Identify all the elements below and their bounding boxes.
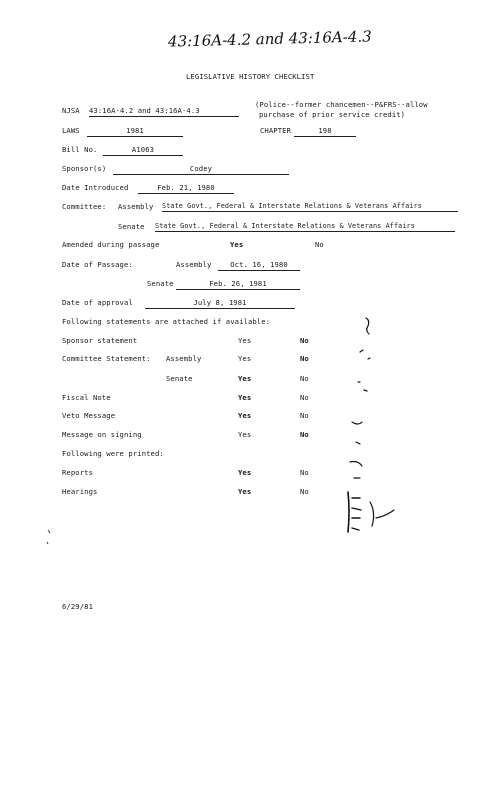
row-no: No xyxy=(300,336,309,345)
passage-label: Date of Passage: xyxy=(62,260,133,269)
chapter-label: CHAPTER xyxy=(260,126,291,135)
approval-value: July 8, 1981 xyxy=(145,298,295,309)
handwritten-margin-annotation xyxy=(330,312,400,552)
bill-value: A1063 xyxy=(103,145,183,156)
printed-row-no: No xyxy=(300,487,309,496)
page-title: LEGISLATIVE HISTORY CHECKLIST xyxy=(186,72,315,81)
printed-row-yes: Yes xyxy=(238,468,252,477)
row-sub-label: Senate xyxy=(166,374,193,383)
attached-heading: Following statements are attached if available: xyxy=(62,317,271,326)
row-label: Message on signing xyxy=(62,430,142,439)
row-label: Committee Statement: xyxy=(62,354,151,363)
row-sub-label: Assembly xyxy=(166,354,202,363)
row-yes: Yes xyxy=(238,374,252,383)
chapter-value: 198 xyxy=(294,126,356,137)
footer-date: 6/29/81 xyxy=(62,602,93,611)
committee-assembly-label: Assembly xyxy=(118,202,154,211)
printed-row-label: Hearings xyxy=(62,487,98,496)
row-no: No xyxy=(300,393,309,402)
passage-assembly-label: Assembly xyxy=(176,260,212,269)
njsa-note-line2: purchase of prior service credit) xyxy=(259,110,406,119)
amended-no: No xyxy=(315,240,324,249)
amended-yes: Yes xyxy=(230,240,244,249)
printed-heading: Following were printed: xyxy=(62,449,164,458)
row-label: Fiscal Note xyxy=(62,393,111,402)
approval-label: Date of approval xyxy=(62,298,133,307)
printed-row-yes: Yes xyxy=(238,487,252,496)
committee-label: Committee: xyxy=(62,202,107,211)
laws-value: 1981 xyxy=(87,126,183,137)
sponsor-label: Sponsor(s) xyxy=(62,164,107,173)
committee-assembly-value: State Govt., Federal & Interstate Relations & Veterans Affairs xyxy=(162,202,458,212)
row-no: No xyxy=(300,430,309,439)
passage-senate-label: Senate xyxy=(147,279,174,288)
row-yes: Yes xyxy=(238,336,252,345)
njsa-note-line1: (Police--former chancemen--P&FRS--allow xyxy=(255,100,428,109)
row-label: Veto Message xyxy=(62,411,116,420)
printed-row-no: No xyxy=(300,468,309,477)
laws-label: LAWS xyxy=(62,126,80,135)
row-yes: Yes xyxy=(238,354,252,363)
sponsor-value: Codey xyxy=(113,164,289,175)
njsa-value: 43:16A-4.2 and 43:16A-4.3 xyxy=(89,106,239,117)
row-no: No xyxy=(300,374,309,383)
committee-senate-value: State Govt., Federal & Interstate Relations & Veterans Affairs xyxy=(155,222,455,232)
stray-marks xyxy=(44,528,60,548)
passage-assembly-value: Oct. 16, 1980 xyxy=(218,260,300,271)
date-introduced-label: Date Introduced xyxy=(62,183,129,192)
committee-senate-label: Senate xyxy=(118,222,145,231)
row-yes: Yes xyxy=(238,430,252,439)
row-yes: Yes xyxy=(238,411,252,420)
row-no: No xyxy=(300,411,309,420)
row-no: No xyxy=(300,354,309,363)
amended-label: Amended during passage xyxy=(62,240,160,249)
printed-row-label: Reports xyxy=(62,468,93,477)
row-yes: Yes xyxy=(238,393,252,402)
passage-senate-value: Feb. 26, 1981 xyxy=(176,279,300,290)
bill-label: Bill No. xyxy=(62,145,98,154)
row-label: Sponsor statement xyxy=(62,336,138,345)
handwritten-statute-header: 43:16A-4.2 and 43:16A-4.3 xyxy=(167,27,372,51)
date-introduced-value: Feb. 21, 1980 xyxy=(138,183,234,194)
njsa-label: NJSA xyxy=(62,106,80,115)
